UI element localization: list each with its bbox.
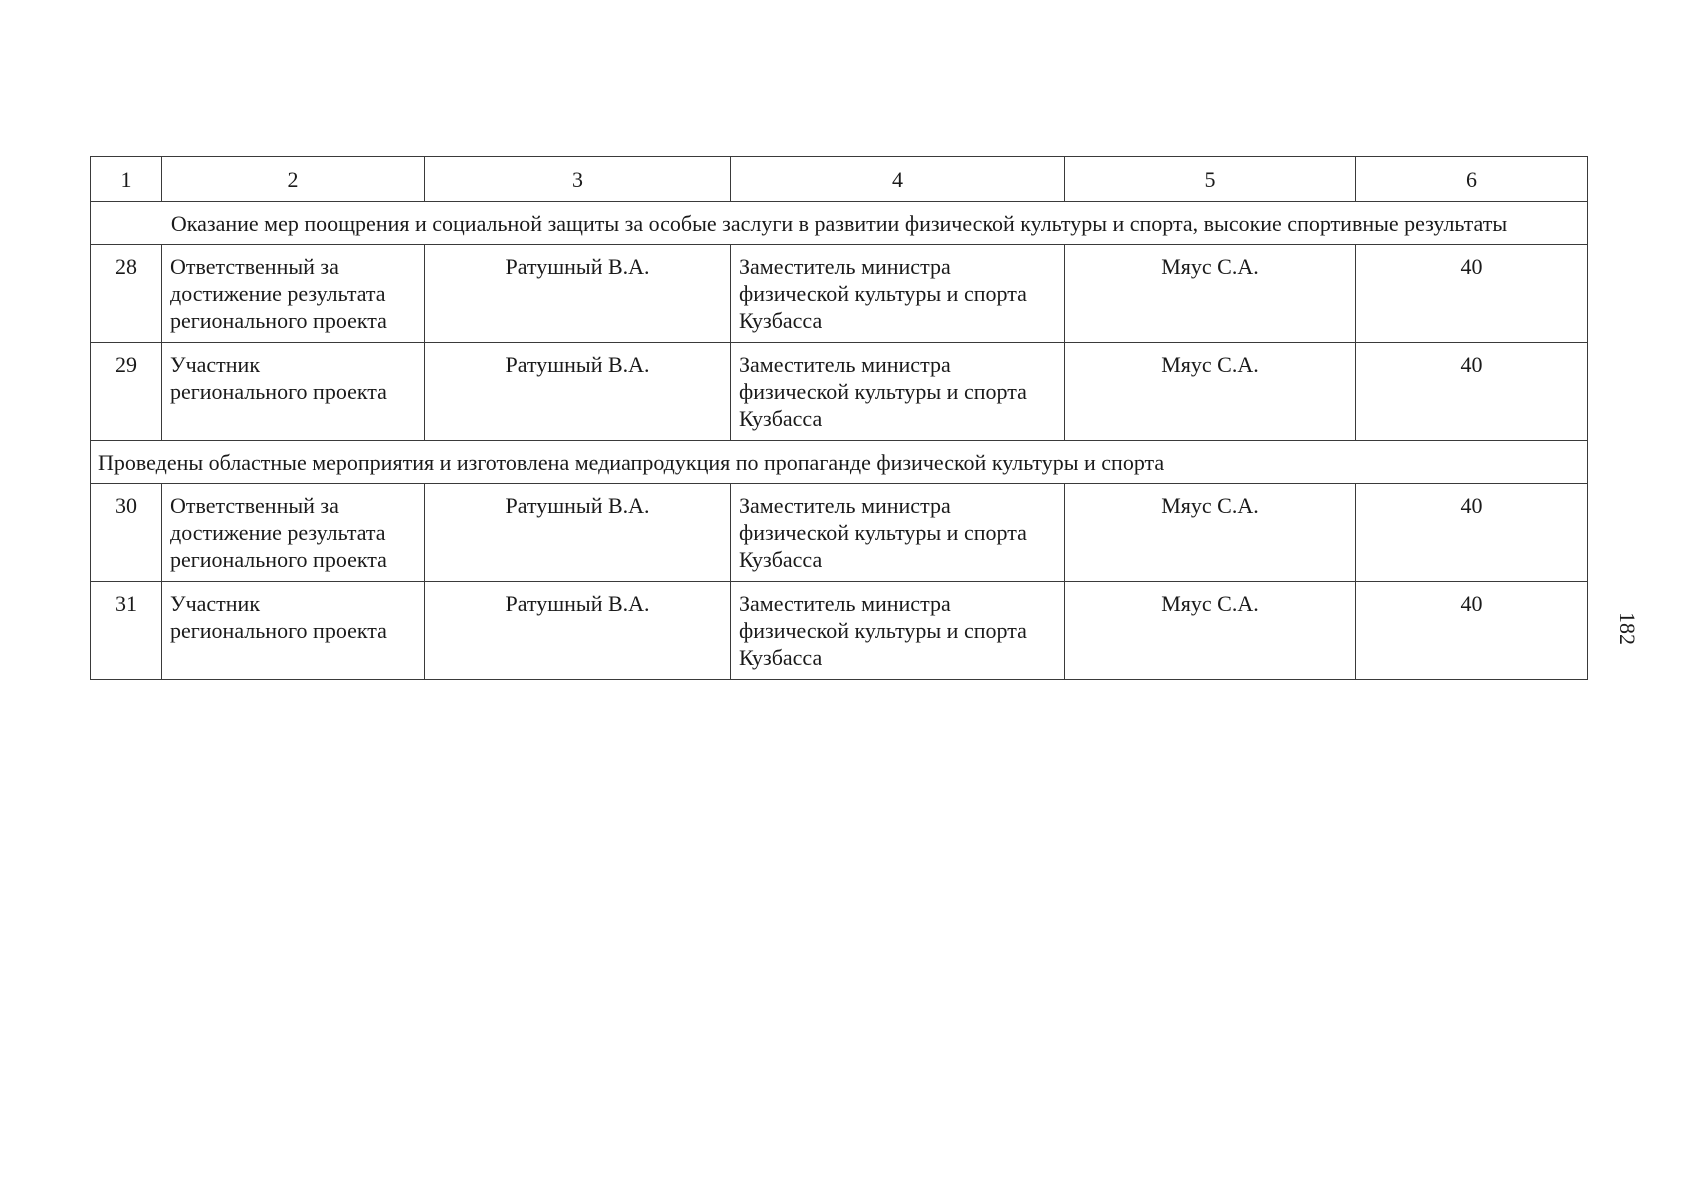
- value-cell: 40: [1356, 484, 1588, 582]
- supervisor-cell: Мяус С.А.: [1065, 484, 1356, 582]
- person-cell: Ратушный В.А.: [425, 245, 731, 343]
- role-line: Ответственный за: [170, 254, 339, 279]
- position-line: Кузбасса: [739, 547, 823, 572]
- role-line: Участник: [170, 352, 261, 377]
- role-cell: [162, 245, 425, 343]
- position-line: физической культуры и спорта: [739, 520, 1027, 545]
- position-line: Заместитель министра: [739, 352, 951, 377]
- role-line: регионального проекта: [170, 618, 387, 643]
- section-title-2: Проведены областные мероприятия и изготовлена медиапродукция по пропаганде физической культуры и спорта: [91, 441, 1588, 484]
- role-line: регионального проекта: [170, 379, 387, 404]
- position-line: Заместитель министра: [739, 254, 951, 279]
- page-number: 182: [1615, 612, 1640, 645]
- table-row: [91, 582, 1588, 680]
- person-cell: Ратушный В.А.: [425, 582, 731, 680]
- header-cell-3: 3: [425, 157, 731, 202]
- position-cell: [731, 245, 1065, 343]
- position-cell: [731, 582, 1065, 680]
- position-line: Кузбасса: [739, 406, 823, 431]
- row-number: 30: [91, 484, 162, 582]
- role-cell: [162, 484, 425, 582]
- section-row-2: [91, 441, 1588, 484]
- table-row: [91, 245, 1588, 343]
- supervisor-cell: Мяус С.А.: [1065, 343, 1356, 441]
- position-line: физической культуры и спорта: [739, 281, 1027, 306]
- role-line: регионального проекта: [170, 547, 387, 572]
- person-cell: Ратушный В.А.: [425, 343, 731, 441]
- position-line: Кузбасса: [739, 645, 823, 670]
- header-cell-6: 6: [1356, 157, 1588, 202]
- role-line: достижение результата: [170, 281, 386, 306]
- header-cell-1: 1: [91, 157, 162, 202]
- position-line: физической культуры и спорта: [739, 379, 1027, 404]
- role-cell: [162, 582, 425, 680]
- role-cell: [162, 343, 425, 441]
- position-cell: [731, 484, 1065, 582]
- supervisor-cell: Мяус С.А.: [1065, 582, 1356, 680]
- header-cell-4: 4: [731, 157, 1065, 202]
- position-cell: [731, 343, 1065, 441]
- position-line: Кузбасса: [739, 308, 823, 333]
- value-cell: 40: [1356, 582, 1588, 680]
- table-row: [91, 484, 1588, 582]
- position-line: Заместитель министра: [739, 591, 951, 616]
- value-cell: 40: [1356, 245, 1588, 343]
- header-cell-5: 5: [1065, 157, 1356, 202]
- header-cell-2: 2: [162, 157, 425, 202]
- position-line: физической культуры и спорта: [739, 618, 1027, 643]
- table-row: [91, 343, 1588, 441]
- person-cell: Ратушный В.А.: [425, 484, 731, 582]
- section-title-1: Оказание мер поощрения и социальной защиты за особые заслуги в развитии физической культуры и спорта, высокие спортивные результаты: [91, 202, 1588, 245]
- table-header-row: [91, 157, 1588, 202]
- section-row-1: [91, 202, 1588, 245]
- row-number: 31: [91, 582, 162, 680]
- value-cell: 40: [1356, 343, 1588, 441]
- role-line: Ответственный за: [170, 493, 339, 518]
- row-number: 29: [91, 343, 162, 441]
- responsibility-table: [90, 156, 1588, 680]
- row-number: 28: [91, 245, 162, 343]
- role-line: Участник: [170, 591, 261, 616]
- position-line: Заместитель министра: [739, 493, 951, 518]
- role-line: регионального проекта: [170, 308, 387, 333]
- supervisor-cell: Мяус С.А.: [1065, 245, 1356, 343]
- role-line: достижение результата: [170, 520, 386, 545]
